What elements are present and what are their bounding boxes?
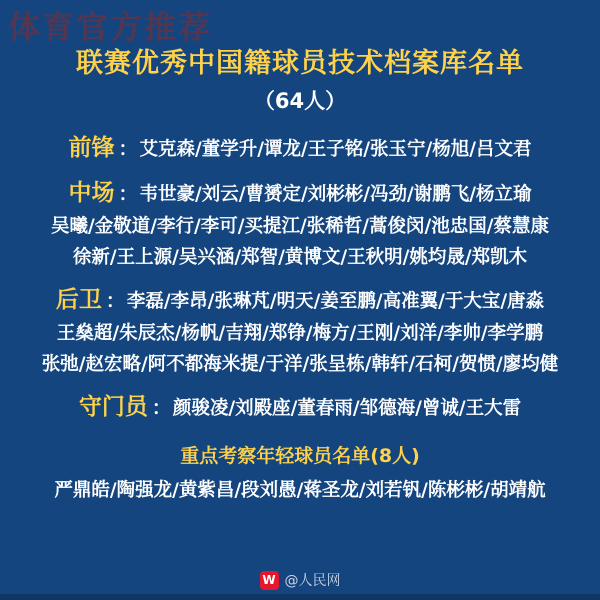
section-label-defenders: 后卫	[55, 287, 102, 314]
section-label-forwards: 前锋	[68, 135, 115, 162]
player-names-line: 吴曦/金敬道/李行/李可/买提江/张稀哲/蒿俊闵/池忠国/蔡慧康	[50, 216, 550, 238]
section-colon: ：	[118, 184, 138, 206]
section-colon: ：	[105, 291, 125, 313]
section-first-line	[10, 388, 590, 421]
page-title: 联赛优秀中国籍球员技术档案库名单	[76, 48, 524, 79]
section-label-midfielders: 中场	[68, 180, 115, 207]
player-names-line: 李磊/李昂/张琳芃/明天/姜至鹏/高准翼/于大宝/唐淼	[126, 291, 545, 313]
player-names-line: 艾克森/董学升/谭龙/王子铭/张玉宁/杨旭/吕文君	[139, 139, 532, 161]
focus-list-title: 重点考察年轻球员名单(8人)	[180, 445, 420, 468]
bottom-strip	[0, 594, 600, 600]
weibo-icon: W	[260, 571, 279, 590]
player-names-line: 张弛/赵宏略/阿不都海米提/于洋/张呈栋/韩轩/石柯/贺惯/廖均健	[41, 354, 559, 376]
page-subtitle: （64人）	[253, 89, 347, 114]
player-names-line: 王燊超/朱辰杰/杨帆/吉翔/郑铮/梅方/王刚/刘洋/李帅/李学鹏	[56, 323, 544, 345]
section-first-line	[10, 129, 590, 162]
section-defenders	[0, 281, 600, 376]
player-names-line: 韦世豪/刘云/曹赟定/刘彬彬/冯劲/谢鹏飞/杨立瑜	[139, 184, 532, 206]
section-first-line	[10, 281, 590, 314]
section-forwards	[0, 129, 600, 162]
section-first-line	[10, 174, 590, 207]
section-label-goalkeepers: 守门员	[78, 394, 148, 421]
player-names-line: 颜骏凌/刘殿座/董春雨/邹德海/曾诚/王大雷	[172, 398, 522, 420]
watermark-text: 体育官方推荐	[8, 8, 213, 46]
footer-credit	[0, 570, 600, 590]
section-colon: ：	[151, 398, 171, 420]
section-goalkeepers	[0, 388, 600, 421]
section-midfielders	[0, 174, 600, 269]
footer-account-name: @人民网	[284, 573, 341, 589]
focus-list-names: 严鼎皓/陶强龙/黄紫昌/段刘愚/蒋圣龙/刘若钒/陈彬彬/胡靖航	[54, 480, 546, 502]
section-colon: ：	[118, 139, 138, 161]
player-names-line: 徐新/王上源/吴兴涵/郑智/黄博文/王秋明/姚均晟/郑凯木	[72, 247, 528, 269]
